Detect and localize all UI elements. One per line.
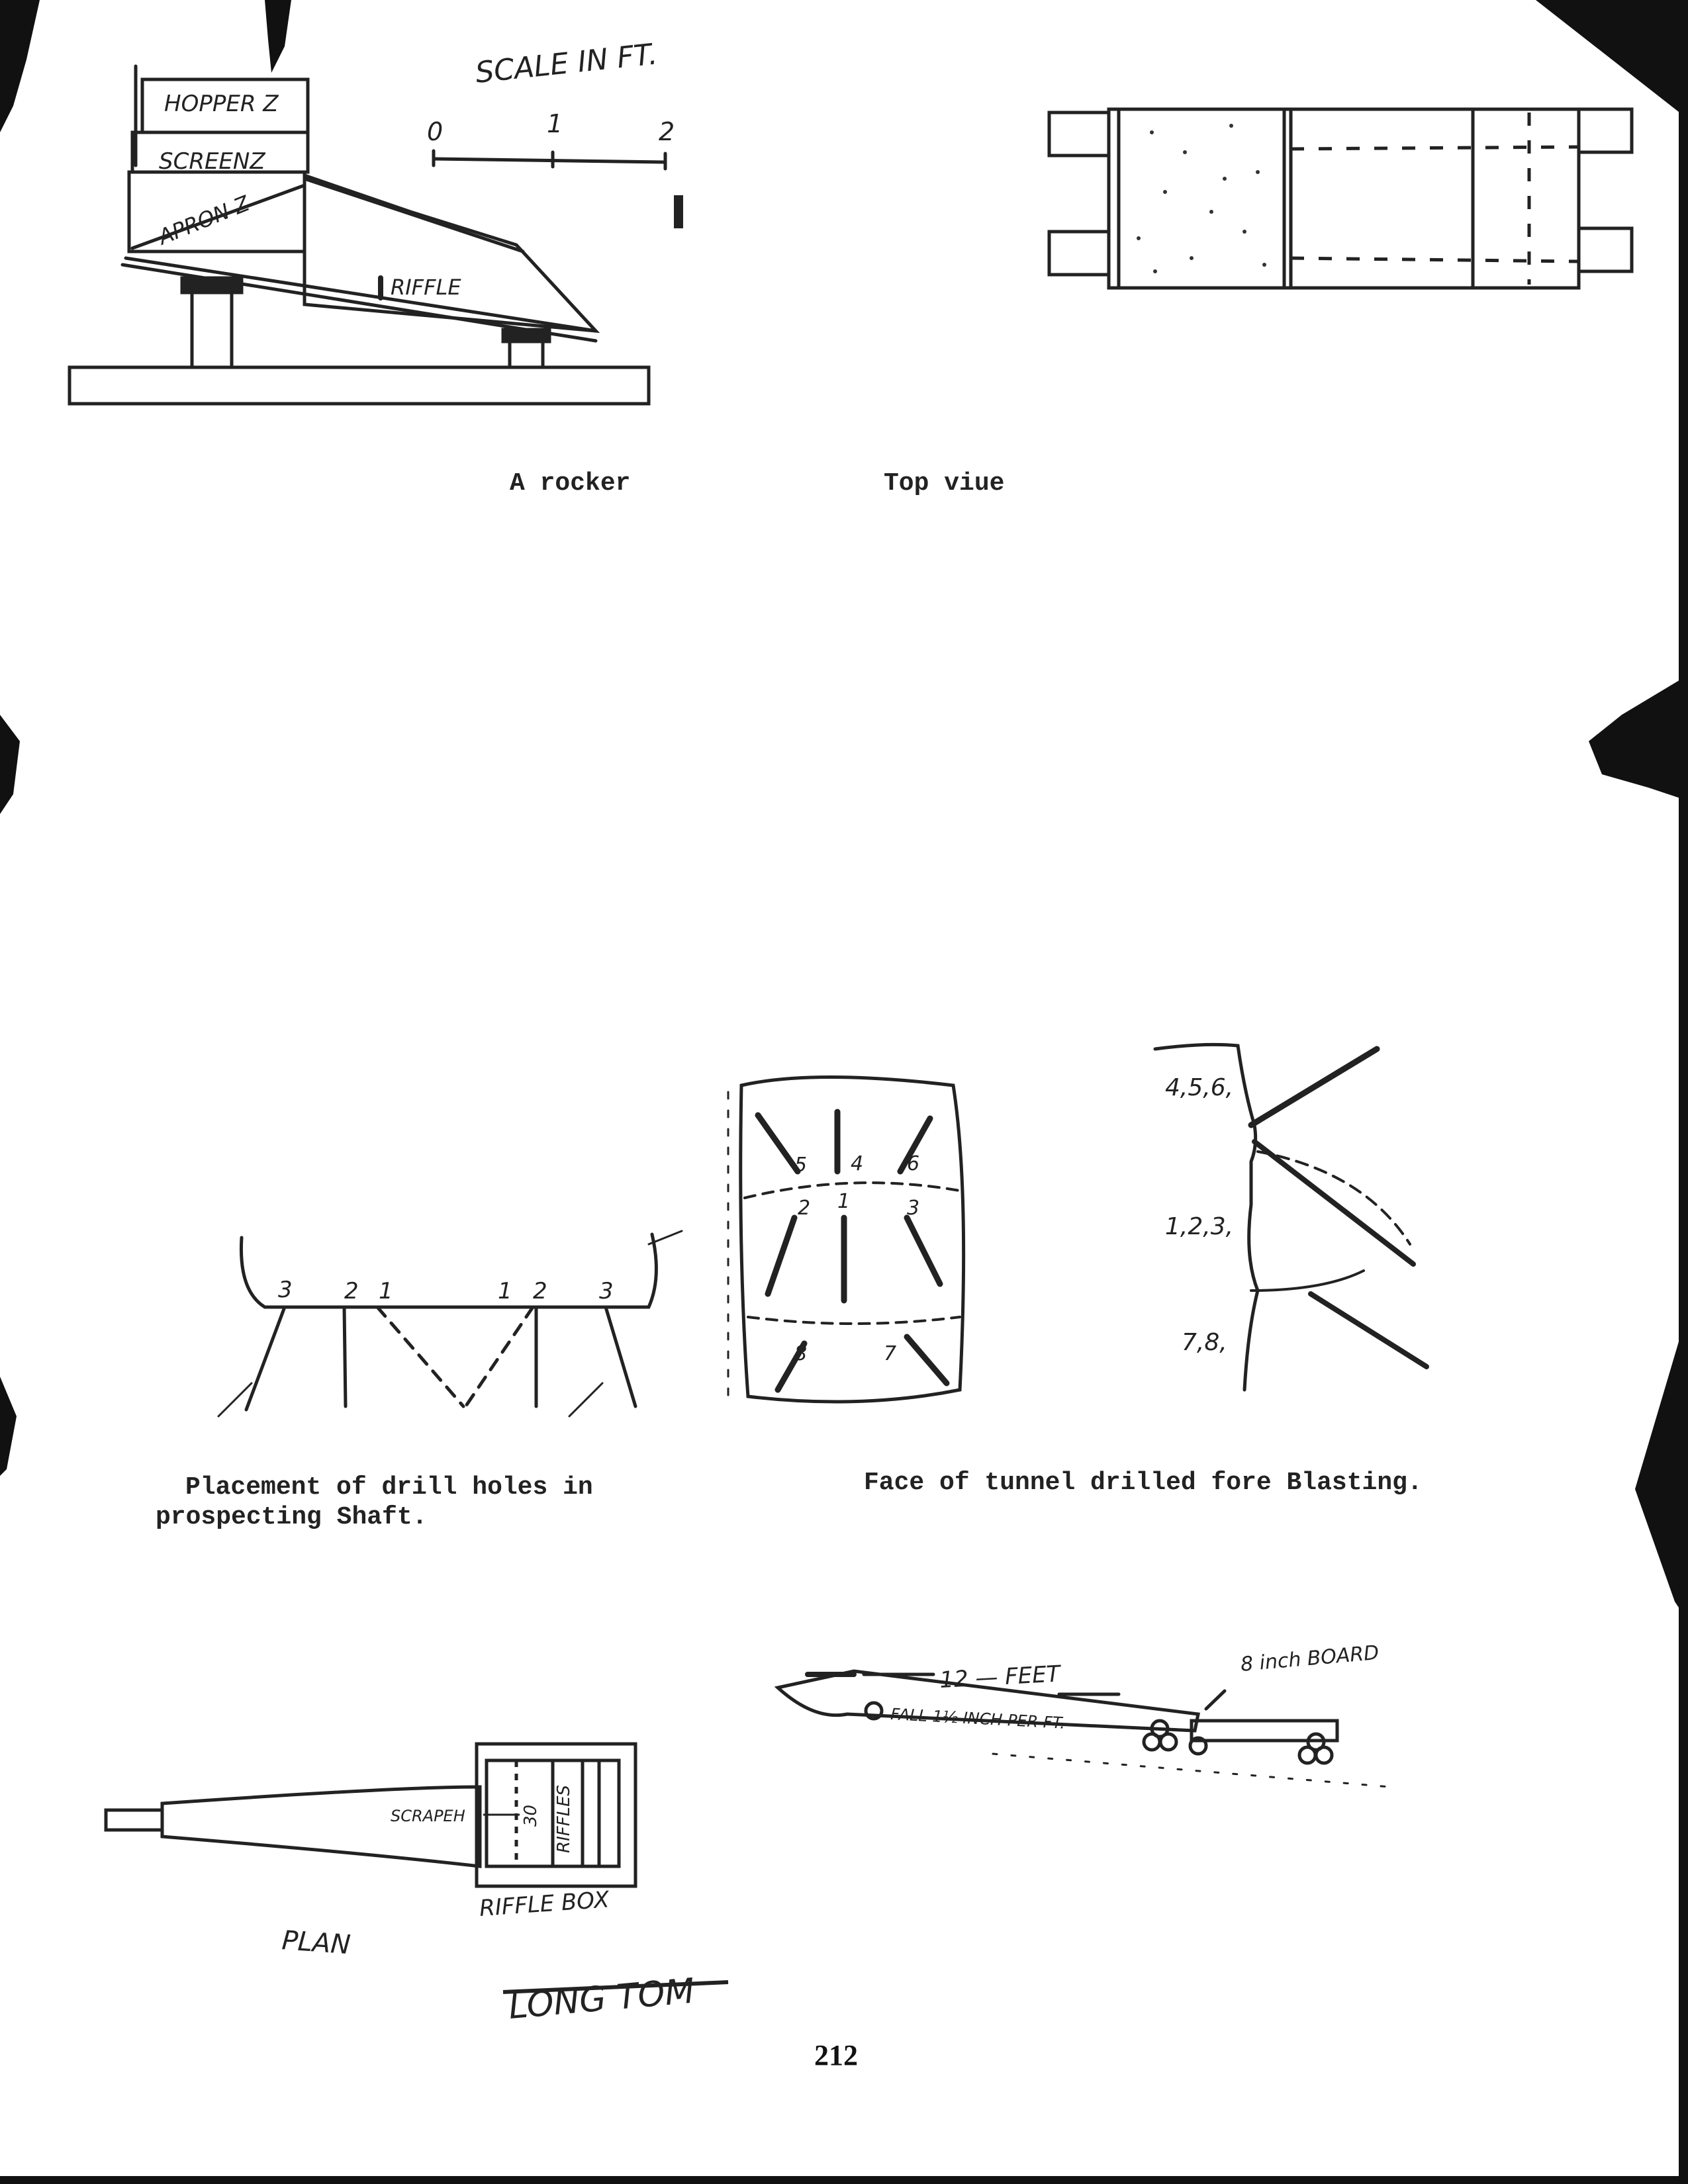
top-view-diagram	[1049, 109, 1632, 288]
long-tom-plan	[106, 1744, 728, 1992]
shaft-hole-label: 1	[498, 1278, 512, 1304]
shaft-caption-line2: prospecting Shaft.	[156, 1503, 428, 1531]
page-number: 212	[814, 2039, 858, 2071]
rocker-labels	[154, 37, 675, 300]
scale-tick-2: 2	[659, 117, 675, 146]
shaft-hole-label: 1	[379, 1278, 393, 1304]
tunnel-caption: Face of tunnel drilled fore Blasting.	[864, 1469, 1423, 1497]
top-view-speckle	[1137, 124, 1266, 273]
shaft-diagram	[218, 1231, 682, 1416]
scrapeh-label: SCRAPEH	[391, 1807, 465, 1825]
dimension-label: 30	[521, 1804, 541, 1827]
face-hole-label: 6	[907, 1152, 920, 1175]
face-hole-label: 1	[837, 1190, 851, 1213]
tunnel-face-diagram	[728, 1077, 964, 1404]
face-hole-label: 3	[907, 1197, 920, 1220]
tunnel-side-labels	[1165, 1074, 1233, 1356]
plan-label: PLAN	[281, 1925, 352, 1961]
riffle-label: RIFFLE	[391, 275, 461, 300]
shaft-hole-label: 2	[344, 1278, 359, 1304]
side-holes-lower-label: 7,8,	[1182, 1329, 1227, 1356]
face-hole-label: 8	[794, 1342, 808, 1365]
face-hole-label: 2	[798, 1197, 811, 1220]
riffles-label: RIFFLES	[554, 1784, 574, 1853]
long-tom-title: LONG TOM	[506, 1971, 696, 2027]
side-holes-middle-label: 1,2,3,	[1165, 1213, 1234, 1240]
shaft-hole-label: 3	[278, 1277, 293, 1303]
board-label: 8 inch BOARD	[1239, 1641, 1380, 1676]
face-hole-label: 5	[794, 1154, 808, 1177]
shaft-hole-label: 3	[599, 1278, 614, 1304]
rocker-caption: A rocker	[510, 469, 631, 498]
top-view-caption: Top viue	[884, 469, 1005, 498]
length-label: 12 — FEET	[939, 1661, 1061, 1694]
shaft-caption-line1: Placement of drill holes in	[185, 1473, 593, 1502]
long-tom-elevation-labels	[890, 1641, 1380, 1733]
shaft-hole-label: 2	[533, 1278, 547, 1304]
side-holes-upper-label: 4,5,6,	[1165, 1074, 1234, 1101]
long-tom-elevation	[778, 1671, 1390, 1787]
face-hole-label: 4	[851, 1152, 864, 1175]
fall-label: FALL 1½ INCH PER FT.	[890, 1705, 1066, 1733]
hopper-label: HOPPER Z	[164, 91, 279, 117]
face-hole-label: 7	[884, 1342, 897, 1365]
scale-label: SCALE IN FT.	[473, 37, 659, 90]
apron-label: APRON Z	[154, 191, 254, 250]
screen-label: SCREENZ	[159, 148, 265, 175]
scale-tick-1: 1	[547, 109, 563, 138]
riffle-box-label: RIFFLE BOX	[478, 1886, 610, 1922]
scale-tick-0: 0	[427, 117, 444, 146]
shaft-hole-labels	[278, 1277, 614, 1304]
